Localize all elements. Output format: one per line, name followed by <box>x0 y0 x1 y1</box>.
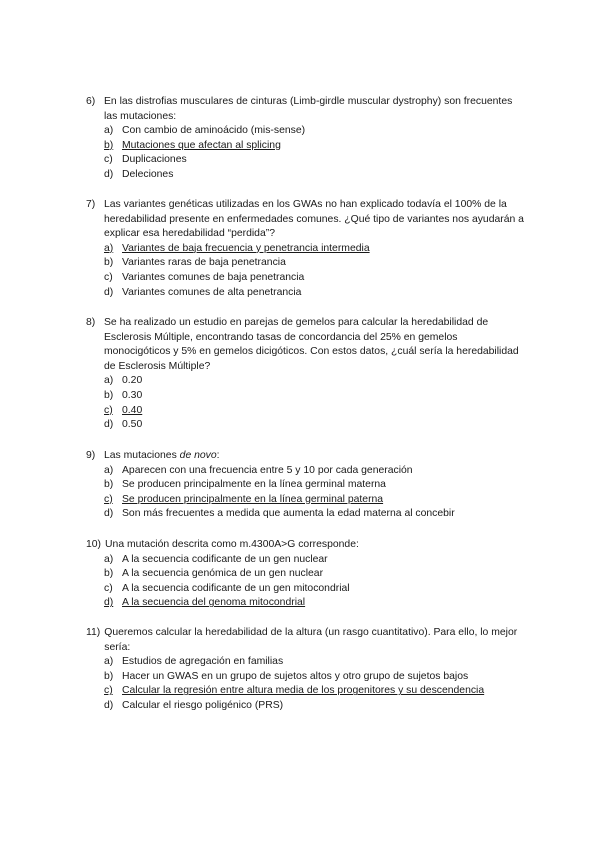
options-list <box>86 464 526 522</box>
option-c <box>86 684 526 699</box>
question-text <box>104 449 526 464</box>
option-text: Calcular el riesgo poligénico (PRS) <box>122 699 284 711</box>
option-a <box>86 124 526 139</box>
question-number: 11) <box>86 627 101 638</box>
question-text: Las variantes genéticas utilizadas en los GWAs no han explicado todavía el 100% de la heredabilidad presente en enfermedades comunes. ¿Qué tipo de variantes nos ayudarán a explicar esa heredabilidad “perdida”? <box>104 199 524 240</box>
option-b <box>86 670 526 685</box>
option-text: 0.30 <box>122 389 143 401</box>
option-letter: b) <box>104 568 114 580</box>
options-list <box>86 655 526 713</box>
option-letter: a) <box>104 242 114 254</box>
option-letter: a) <box>104 553 114 565</box>
option-text: Variantes de baja frecuencia y penetrancia intermedia <box>122 242 370 254</box>
option-b <box>86 478 526 493</box>
option-b <box>86 389 526 404</box>
option-text: 0.50 <box>122 419 143 431</box>
option-b <box>86 139 526 154</box>
option-c <box>86 153 526 168</box>
option-letter: b) <box>104 139 114 151</box>
question-text-suffix: : <box>216 450 220 461</box>
option-a <box>86 655 526 670</box>
option-letter: a) <box>104 464 114 476</box>
option-b <box>86 256 526 271</box>
question-stem <box>86 449 526 464</box>
option-letter: b) <box>104 257 114 269</box>
option-text: Estudios de agregación en familias <box>122 656 284 668</box>
question-number: 10) <box>86 539 102 550</box>
option-letter: d) <box>104 286 114 298</box>
question-10 <box>86 538 526 611</box>
option-text: Calcular la regresión entre altura media de los progenitores y su descendencia <box>122 685 485 697</box>
option-letter: c) <box>104 404 113 416</box>
option-text: A la secuencia codificante de un gen mitocondrial <box>122 582 350 594</box>
option-text: A la secuencia genómica de un gen nuclear <box>122 568 324 580</box>
option-c <box>86 582 526 597</box>
options-list <box>86 242 526 300</box>
option-text: Deleciones <box>122 168 174 180</box>
question-number: 8) <box>86 317 96 328</box>
question-text: Una mutación descrita como m.4300A>G corresponde: <box>105 539 359 550</box>
question-6 <box>86 95 526 183</box>
option-letter: a) <box>104 656 114 668</box>
option-text: A la secuencia del genoma mitocondrial <box>122 597 306 609</box>
option-d <box>86 418 526 433</box>
option-letter: c) <box>104 685 113 697</box>
option-letter: d) <box>104 699 114 711</box>
options-list <box>86 374 526 432</box>
question-text: Queremos calcular la heredabilidad de la altura (un rasgo cuantitativo). Para ello, lo mejor sería: <box>104 627 518 653</box>
option-a <box>86 553 526 568</box>
option-letter: b) <box>104 389 114 401</box>
option-text: Con cambio de aminoácido (mis-sense) <box>122 125 306 137</box>
option-c <box>86 493 526 508</box>
option-a <box>86 242 526 257</box>
option-letter: c) <box>104 493 113 505</box>
option-b <box>86 567 526 582</box>
option-letter: b) <box>104 670 114 682</box>
option-letter: c) <box>104 154 113 166</box>
option-text: Duplicaciones <box>122 154 187 166</box>
option-d <box>86 596 526 611</box>
question-text: En las distrofias musculares de cinturas (Limb-girdle muscular dystrophy) son frecuentes las mutaciones: <box>104 96 513 122</box>
question-stem <box>86 538 526 553</box>
option-d <box>86 286 526 301</box>
option-text: Variantes comunes de baja penetrancia <box>122 271 305 283</box>
question-7 <box>86 198 526 300</box>
option-letter: d) <box>104 419 114 431</box>
options-list <box>86 553 526 611</box>
option-letter: d) <box>104 597 114 609</box>
question-stem <box>86 626 526 655</box>
question-8 <box>86 316 526 433</box>
question-number: 9) <box>86 450 96 461</box>
option-c <box>86 404 526 419</box>
option-letter: c) <box>104 582 113 594</box>
option-text: Aparecen con una frecuencia entre 5 y 10 por cada generación <box>122 464 413 476</box>
option-a <box>86 464 526 479</box>
question-11 <box>86 626 526 714</box>
option-letter: a) <box>104 375 114 387</box>
option-text: A la secuencia codificante de un gen nuclear <box>122 553 328 565</box>
question-number: 7) <box>86 199 96 210</box>
option-text: Se producen principalmente en la línea germinal paterna <box>122 493 384 505</box>
question-text: Se ha realizado un estudio en parejas de gemelos para calcular la heredabilidad de Esclerosis Múltiple, encontrando tasas de concordancia del 25% en gemelos monocigóticos y 5% en gemelos dicigóticos. Con estos datos, ¿cuál sería la heredabilidad de Esclerosis Múltiple? <box>104 317 519 372</box>
question-text-prefix: Las mutaciones <box>104 450 180 461</box>
option-letter: a) <box>104 125 114 137</box>
options-list <box>86 124 526 182</box>
question-stem <box>86 198 526 242</box>
option-text: Mutaciones que afectan al splicing <box>122 139 281 151</box>
option-letter: d) <box>104 508 114 520</box>
question-text-italic: de novo <box>179 450 217 461</box>
option-text: Son más frecuentes a medida que aumenta la edad materna al concebir <box>122 508 455 520</box>
option-text: Hacer un GWAS en un grupo de sujetos altos y otro grupo de sujetos bajos <box>122 670 469 682</box>
option-letter: c) <box>104 271 113 283</box>
question-9 <box>86 449 526 522</box>
option-d <box>86 168 526 183</box>
question-stem <box>86 316 526 374</box>
question-stem <box>86 95 526 124</box>
option-letter: d) <box>104 168 114 180</box>
option-a <box>86 374 526 389</box>
option-text: 0.20 <box>122 375 143 387</box>
option-c <box>86 271 526 286</box>
option-text: 0.40 <box>122 404 143 416</box>
option-text: Variantes comunes de alta penetrancia <box>122 286 302 298</box>
option-text: Se producen principalmente en la línea germinal materna <box>122 479 386 491</box>
option-d <box>86 507 526 522</box>
option-letter: b) <box>104 479 114 491</box>
option-d <box>86 699 526 714</box>
question-number: 6) <box>86 96 96 107</box>
option-text: Variantes raras de baja penetrancia <box>122 257 286 269</box>
